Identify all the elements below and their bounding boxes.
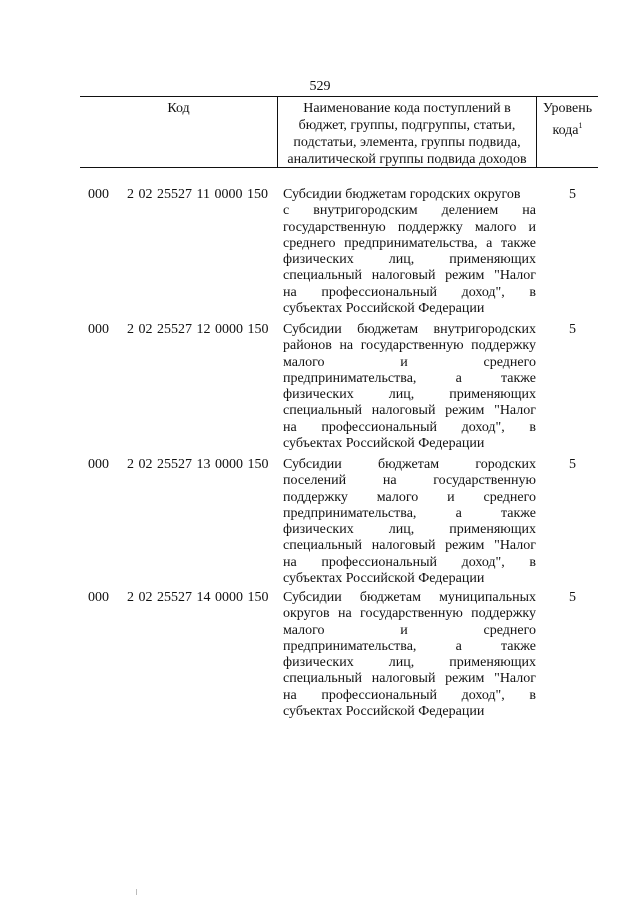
level-value: 5 <box>569 590 576 605</box>
income-code: 2 02 25527 13 0000 150 <box>127 457 269 472</box>
agency-code: 000 <box>88 590 109 605</box>
income-name: Субсидии бюджетам городских поселений на государственную поддержку малого и среднего предпринимательства, а также физических лиц, применяющих специальный налоговый режим "Налог на профессиональный доход", в субъектах Российской Федерации <box>283 457 536 587</box>
income-name: Субсидии бюджетам муниципальных округов на государственную поддержку малого и среднего предпринимательства, а также физических лиц, применяющих специальный налоговый режим "Налог на профессиональный доход", в субъектах Российской Федерации <box>283 590 536 720</box>
header-code: Код <box>80 97 278 167</box>
level-value: 5 <box>569 457 576 472</box>
level-value: 5 <box>569 187 576 202</box>
agency-code: 000 <box>88 187 109 202</box>
table-header <box>80 96 598 168</box>
header-level: Уровень кода$^1$ <box>542 101 593 138</box>
level-value: 5 <box>569 322 576 337</box>
footnote-mark: 1 <box>578 121 583 130</box>
agency-code: 000 <box>88 322 109 337</box>
income-name: Субсидии бюджетам городских округов с внутригородским делением на государственную поддержку малого и среднего предпринимательства, а также физических лиц, применяющих специальный налоговый режим "Налог на профессиональный доход", в субъектах Российской Федерации <box>283 187 536 317</box>
page-number: 529 <box>309 79 331 94</box>
income-code: 2 02 25527 11 0000 150 <box>127 187 268 202</box>
scan-mark <box>136 889 137 895</box>
agency-code: 000 <box>88 457 109 472</box>
income-name: Субсидии бюджетам внутригородских районов на государственную поддержку малого и среднего предпринимательства, а также физических лиц, применяющих специальный налоговый режим "Налог на профессиональный доход", в субъектах Российской Федерации <box>283 322 536 452</box>
income-code: 2 02 25527 14 0000 150 <box>127 590 269 605</box>
header-name: Наименование кода поступлений в бюджет, группы, подгруппы, статьи, подстатьи, элемента, группы подвида, аналитической группы подвида доходов <box>278 97 537 167</box>
income-code: 2 02 25527 12 0000 150 <box>127 322 269 337</box>
